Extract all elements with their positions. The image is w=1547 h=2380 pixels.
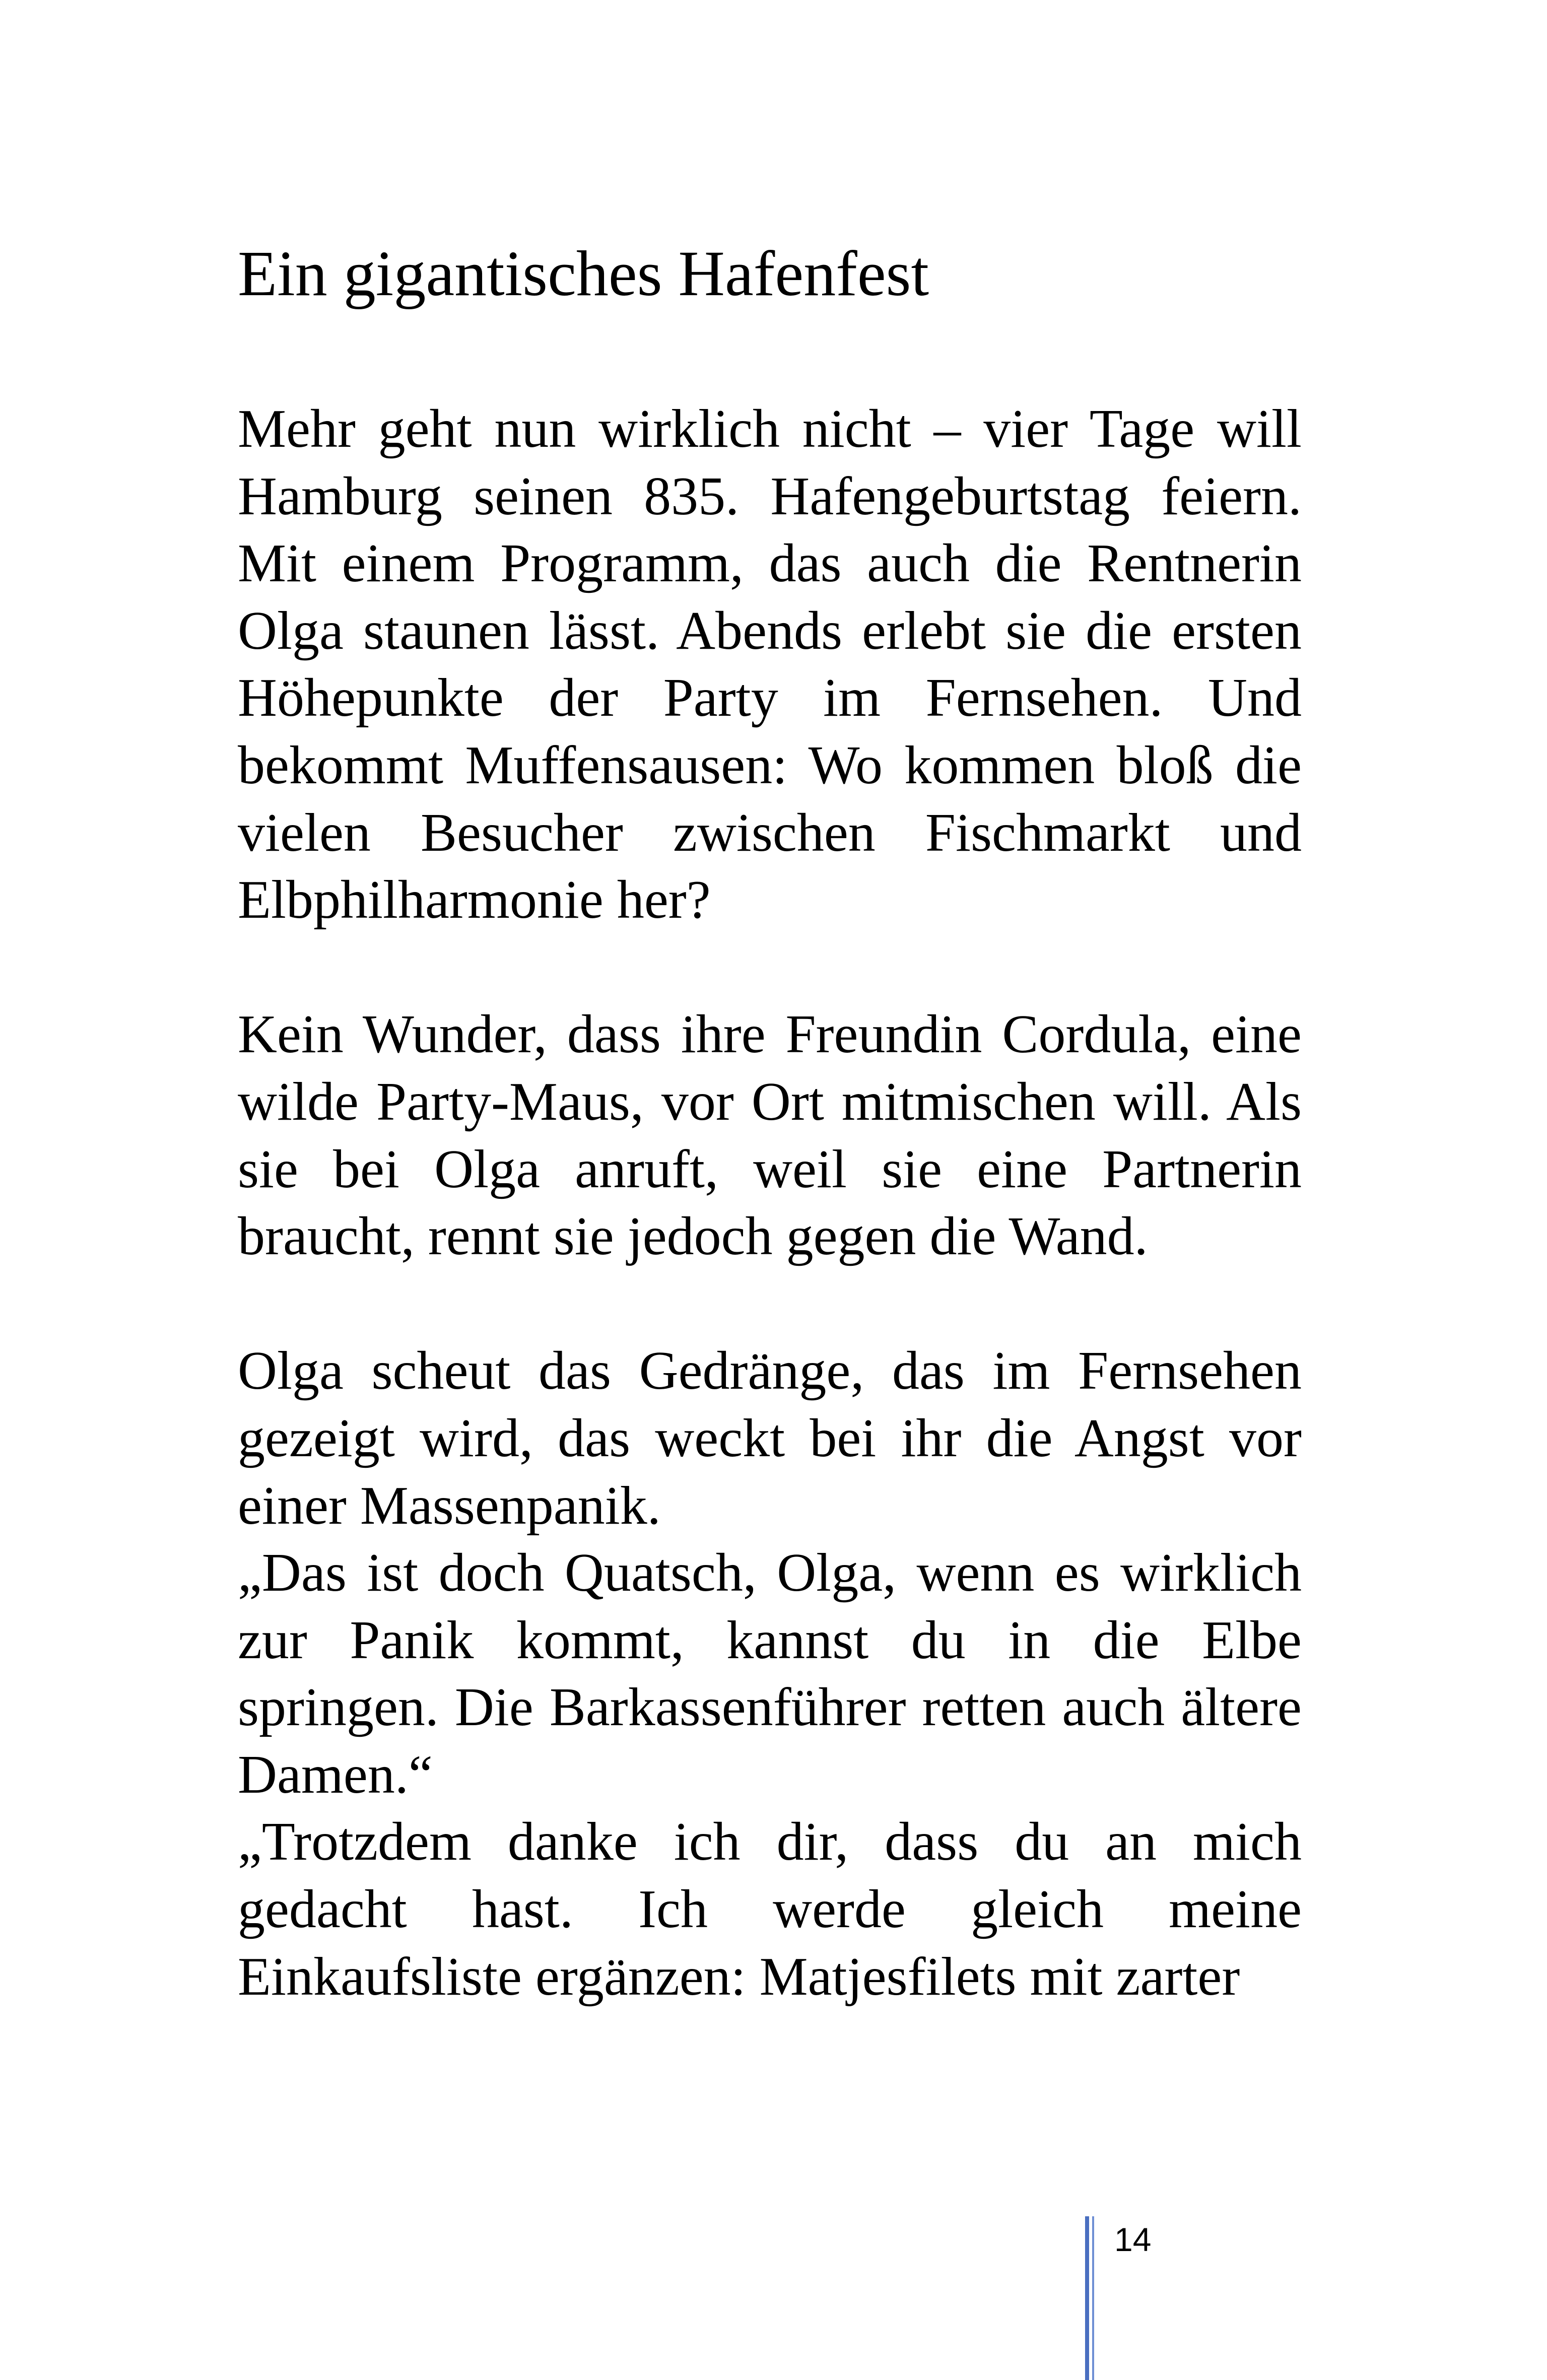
paragraph-2: Kein Wunder, dass ihre Freundin Cordula, eine wilde Party-Maus, vor Ort mitmischen will. Als sie bei Olga anruft, weil sie eine Partnerin braucht, rennt sie jedoch gegen die Wand.	[238, 1004, 1302, 1267]
chapter-title: Ein gigantisches Hafenfest	[238, 238, 929, 309]
body-text	[238, 395, 1302, 2010]
paragraph-5: „Trotzdem danke ich dir, dass du an mich gedacht hast. Ich werde gleich meine Einkaufsliste ergänzen: Matjesfilets mit zarter	[238, 1812, 1302, 2007]
page-footer	[1082, 2216, 1253, 2380]
paragraph-3: Olga scheut das Gedränge, das im Fernsehen gezeigt wird, das weckt bei ihr die Angst vor einer Massenpanik.	[238, 1341, 1302, 1536]
paragraph-4: „Das ist doch Quatsch, Olga, wenn es wirklich zur Panik kommt, kannst du in die Elbe springen. Die Barkassenführer retten auch ältere Damen.“	[238, 1543, 1302, 1805]
paragraph-1: Mehr geht nun wirklich nicht – vier Tage will Hamburg seinen 835. Hafengeburtstag feiern. Mit einem Programm, das auch die Rentnerin Olga staunen lässt. Abends erlebt sie die ersten Höhepunkte der Party im Fernsehen. Und bekommt Muffensausen: Wo kommen bloß die vielen Besucher zwischen Fischmarkt und Elbphilharmonie her?	[238, 399, 1302, 930]
page-number: 14	[1114, 2221, 1152, 2258]
footer-rule-thick	[1085, 2216, 1089, 2380]
footer-rule-thin	[1092, 2216, 1094, 2380]
